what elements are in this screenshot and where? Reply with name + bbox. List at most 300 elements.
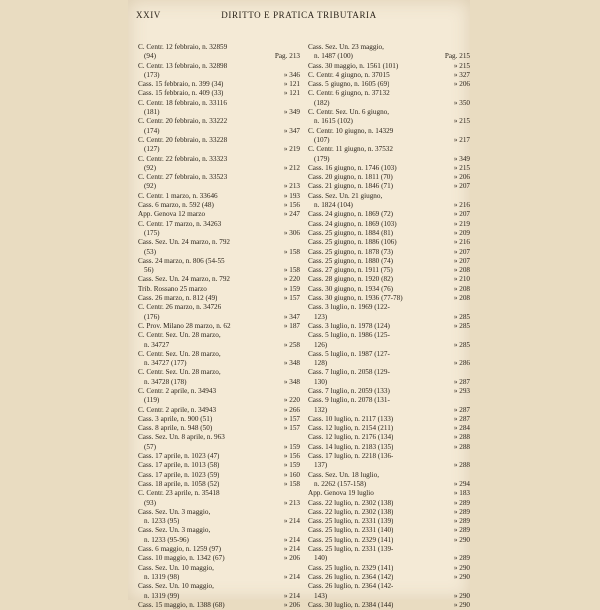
entry-page-ref: » 247	[283, 210, 300, 219]
entry-page-ref: » 266	[283, 405, 300, 414]
entry-citation: C. Centr. Sez. Un. 28 marzo,	[138, 349, 221, 358]
entry-page-ref: » 220	[283, 275, 300, 284]
entry-citation: (181)	[144, 108, 160, 117]
entry-citation: Trib. Rossano 25 marzo	[138, 284, 207, 293]
entry-page-ref: » 294	[453, 479, 470, 488]
index-entry	[138, 415, 300, 424]
index-entry	[308, 396, 470, 405]
entry-page-ref: » 212	[283, 163, 300, 172]
index-entry	[308, 173, 470, 182]
index-entry	[138, 238, 300, 247]
entry-citation: Cass. 5 giugno, n. 1605 (69)	[308, 80, 390, 89]
entry-page-ref: » 289	[453, 517, 470, 526]
index-entry	[308, 99, 470, 108]
entry-citation: C. Centr. 10 giugno, n. 14329	[308, 126, 394, 135]
index-entry	[138, 117, 300, 126]
entry-citation: Cass. 27 giugno, n. 1911 (75)	[308, 266, 393, 275]
entry-citation: (53)	[144, 247, 156, 256]
entry-page-ref: » 217	[453, 135, 470, 144]
entry-citation: App. Genova 12 marzo	[138, 210, 206, 219]
entry-citation: Cass. 22 luglio, n. 2302 (138)	[308, 507, 394, 516]
index-entry	[138, 248, 300, 257]
entry-page-ref: » 213	[283, 182, 300, 191]
entry-citation: 56)	[144, 266, 154, 275]
entry-page-ref: » 219	[283, 145, 300, 154]
entry-page-ref: » 348	[283, 377, 300, 386]
index-entry	[138, 564, 300, 573]
entry-page-ref: » 210	[453, 275, 470, 284]
entry-citation: (173)	[144, 70, 160, 79]
entry-citation: Cass. 5 luglio, n. 1986 (125-	[308, 331, 390, 340]
entry-citation: Cass. 7 luglio, n. 2058 (129-	[308, 368, 390, 377]
entry-citation: Cass. 7 luglio, n. 2059 (133)	[308, 386, 390, 395]
index-entry	[308, 136, 470, 145]
index-entry	[138, 331, 300, 340]
index-entry	[308, 210, 470, 219]
entry-citation: Cass. 28 giugno, n. 1920 (82)	[308, 275, 394, 284]
entry-citation: Cass. 15 febbraio, n. 399 (34)	[138, 80, 224, 89]
index-entry	[138, 62, 300, 71]
entry-citation: n. 1824 (104)	[314, 201, 353, 210]
entry-page-ref: » 350	[453, 98, 470, 107]
entry-citation: Cass. 3 luglio, n. 1969 (122-	[308, 303, 390, 312]
index-entry	[138, 182, 300, 191]
index-entry	[308, 564, 470, 573]
index-entry	[308, 341, 470, 350]
entry-page-ref: » 158	[283, 479, 300, 488]
entry-citation: Cass. 9 luglio, n. 2078 (131-	[308, 396, 390, 405]
entry-citation: Cass. 25 luglio, n. 2331 (140)	[308, 526, 394, 535]
entry-page-ref: » 157	[283, 414, 300, 423]
index-entry	[138, 229, 300, 238]
entry-citation: C. Centr. 23 aprile, n. 35418	[138, 489, 220, 498]
entry-page-ref: » 289	[453, 507, 470, 516]
entry-page-ref: » 215	[453, 117, 470, 126]
entry-page-ref: » 290	[453, 535, 470, 544]
entry-page-ref: » 288	[453, 442, 470, 451]
index-entry	[308, 526, 470, 535]
index-entry	[138, 359, 300, 368]
index-entry	[308, 368, 470, 377]
entry-page-ref: » 284	[453, 424, 470, 433]
entry-citation: Cass. 18 aprile, n. 1058 (52)	[138, 479, 220, 488]
entry-citation: Cass. 10 luglio, n. 2117 (133)	[308, 414, 394, 423]
index-entry	[138, 257, 300, 266]
entry-page-ref: » 349	[283, 108, 300, 117]
index-entry	[138, 80, 300, 89]
index-entry	[138, 173, 300, 182]
entry-page-ref: » 288	[453, 433, 470, 442]
index-entry	[308, 89, 470, 98]
entry-page-ref: » 206	[453, 80, 470, 89]
entry-citation: 128)	[314, 359, 328, 368]
index-entry	[308, 117, 470, 126]
index-entry	[138, 136, 300, 145]
entry-page-ref: » 207	[453, 182, 470, 191]
entry-page-ref: » 285	[453, 340, 470, 349]
entry-page-ref: » 208	[453, 294, 470, 303]
entry-page-ref: » 183	[453, 489, 470, 498]
index-entry	[138, 406, 300, 415]
index-entry	[308, 248, 470, 257]
index-entry	[308, 350, 470, 359]
entry-citation: C. Centr. 18 febbraio, n. 33116	[138, 98, 227, 107]
page-number: XXIV	[136, 10, 161, 20]
entry-page-ref: » 121	[283, 80, 300, 89]
entry-page-ref: » 214	[283, 535, 300, 544]
entry-citation: Cass. Sez. Un. 3 maggio,	[138, 526, 211, 535]
entry-citation: n. 1319 (99)	[144, 591, 180, 600]
index-entry	[308, 127, 470, 136]
index-entry	[138, 210, 300, 219]
index-entry	[138, 545, 300, 554]
entry-page-ref: » 347	[283, 312, 300, 321]
running-title: DIRITTO E PRATICA TRIBUTARIA	[221, 10, 377, 20]
entry-citation: C. Centr. 13 febbraio, n. 32898	[138, 61, 228, 70]
entry-page-ref: » 193	[283, 191, 300, 200]
entry-citation: C. Centr. 20 febbraio, n. 33222	[138, 117, 228, 126]
entry-citation: Cass. 3 luglio, n. 1978 (124)	[308, 321, 390, 330]
entry-citation: Cass. 12 luglio, n. 2176 (134)	[308, 433, 394, 442]
entry-citation: C. Centr. 22 febbraio, n. 33323	[138, 154, 228, 163]
index-entry	[138, 313, 300, 322]
index-entry	[308, 313, 470, 322]
entry-page-ref: » 347	[283, 126, 300, 135]
entry-citation: Cass. Sez. Un. 3 maggio,	[138, 507, 211, 516]
entry-citation: Cass. 20 giugno, n. 1811 (70)	[308, 173, 393, 182]
index-entry	[308, 229, 470, 238]
index-entry	[308, 489, 470, 498]
entry-citation: (119)	[144, 396, 160, 405]
entry-page-ref: » 327	[453, 70, 470, 79]
entry-page-ref: » 121	[283, 89, 300, 98]
index-entry	[308, 331, 470, 340]
entry-citation: Cass. 25 luglio, n. 2329 (141)	[308, 535, 394, 544]
index-entry	[138, 424, 300, 433]
entry-citation: Cass. Sez. Un. 24 marzo, n. 792	[138, 275, 231, 284]
index-entry	[138, 89, 300, 98]
index-entry	[308, 359, 470, 368]
index-entry	[308, 322, 470, 331]
entry-citation: n. 34727 (177)	[144, 359, 187, 368]
entry-citation: Cass. 6 maggio, n. 1259 (97)	[138, 545, 222, 554]
entry-citation: (57)	[144, 442, 156, 451]
index-entry	[138, 201, 300, 210]
entry-citation: (94)	[144, 52, 156, 61]
entry-citation: Cass. Sez. Un. 8 aprile, n. 963	[138, 433, 225, 442]
entry-citation: Cass. 10 maggio, n. 1342 (67)	[138, 554, 225, 563]
entry-citation: (93)	[144, 498, 156, 507]
entry-citation: Cass. 22 luglio, n. 2302 (138)	[308, 498, 394, 507]
entry-citation: (179)	[314, 154, 330, 163]
entry-citation: Cass. 25 luglio, n. 2331 (139)	[308, 517, 394, 526]
index-entry	[308, 582, 470, 591]
entry-page-ref: » 219	[453, 219, 470, 228]
index-entry	[308, 480, 470, 489]
index-entry	[308, 275, 470, 284]
entry-citation: Cass. 25 giugno, n. 1878 (73)	[308, 247, 394, 256]
index-entry	[138, 378, 300, 387]
entry-citation: 143)	[314, 591, 328, 600]
entry-page-ref: » 159	[283, 442, 300, 451]
index-entry	[138, 368, 300, 377]
index-entry	[138, 71, 300, 80]
entry-page-ref: Pag. 213	[274, 52, 300, 61]
index-entry	[138, 517, 300, 526]
entry-citation: Cass. 25 giugno, n. 1880 (74)	[308, 256, 394, 265]
entry-page-ref: » 349	[453, 154, 470, 163]
index-entry	[138, 192, 300, 201]
index-entry	[138, 471, 300, 480]
entry-citation: Cass. 24 marzo, n. 806 (54-55	[138, 256, 225, 265]
entry-page-ref: » 285	[453, 321, 470, 330]
index-entry	[308, 155, 470, 164]
entry-citation: Cass. 3 aprile, n. 900 (51)	[138, 414, 213, 423]
book-page	[128, 0, 470, 609]
entry-page-ref: » 213	[283, 498, 300, 507]
index-entry	[308, 52, 470, 61]
index-entry	[308, 192, 470, 201]
entry-page-ref: » 207	[453, 256, 470, 265]
entry-citation: Cass. 25 giugno, n. 1884 (81)	[308, 228, 394, 237]
index-entry	[308, 433, 470, 442]
index-entry	[138, 275, 300, 284]
index-entry	[138, 499, 300, 508]
entry-citation: Cass. Sez. Un. 10 maggio,	[138, 563, 214, 572]
entry-citation: C. Centr. 6 giugno, n. 37132	[308, 89, 390, 98]
entry-page-ref: » 289	[453, 526, 470, 535]
index-entry	[138, 99, 300, 108]
entry-citation: Cass. 25 giugno, n. 1886 (106)	[308, 238, 397, 247]
entry-citation: Cass. 17 aprile, n. 1023 (59)	[138, 470, 220, 479]
index-entry	[138, 582, 300, 591]
entry-page-ref: » 156	[283, 201, 300, 210]
entry-page-ref: » 206	[453, 173, 470, 182]
index-entry	[308, 517, 470, 526]
entry-page-ref: » 214	[283, 572, 300, 581]
entry-citation: Cass. Sez. Un. 24 marzo, n. 792	[138, 238, 231, 247]
entry-citation: 140)	[314, 554, 328, 563]
entry-citation: Cass. 30 maggio, n. 1561 (101)	[308, 61, 399, 70]
index-entry	[138, 294, 300, 303]
entry-citation: Cass. 15 maggio, n. 1388 (68)	[138, 600, 225, 609]
entry-citation: n. 1233 (95-96)	[144, 535, 189, 544]
entry-citation: Cass. 30 giugno, n. 1934 (76)	[308, 284, 394, 293]
entry-page-ref: » 348	[283, 359, 300, 368]
index-entry	[138, 433, 300, 442]
entry-citation: App. Genova 19 luglio	[308, 489, 374, 498]
entry-citation: C. Centr. 1 marzo, n. 33646	[138, 191, 218, 200]
index-entry	[138, 387, 300, 396]
index-entry	[308, 406, 470, 415]
index-entry	[138, 592, 300, 601]
index-entry	[138, 127, 300, 136]
entry-citation: 137)	[314, 461, 328, 470]
entry-page-ref: » 214	[283, 517, 300, 526]
index-entry	[138, 341, 300, 350]
index-entry	[138, 443, 300, 452]
entry-citation: Cass. 21 giugno, n. 1846 (71)	[308, 182, 394, 191]
entry-citation: Cass. Sez. Un. 10 maggio,	[138, 582, 214, 591]
page-header	[136, 10, 462, 24]
entry-citation: n. 34728 (178)	[144, 377, 187, 386]
entry-citation: n. 1319 (98)	[144, 572, 180, 581]
index-entry	[138, 43, 300, 52]
entry-citation: Cass. 25 luglio, n. 2329 (141)	[308, 563, 394, 572]
entry-page-ref: » 287	[453, 405, 470, 414]
entry-page-ref: » 346	[283, 70, 300, 79]
entry-citation: n. 34727	[144, 340, 170, 349]
index-entry	[308, 80, 470, 89]
entry-page-ref: » 206	[283, 600, 300, 609]
entry-citation: C. Prov. Milano 28 marzo, n. 62	[138, 321, 231, 330]
entry-page-ref: » 206	[283, 554, 300, 563]
entry-page-ref: » 207	[453, 247, 470, 256]
index-entry	[308, 508, 470, 517]
entry-page-ref: » 289	[453, 498, 470, 507]
index-entry	[138, 220, 300, 229]
index-entry	[308, 461, 470, 470]
index-entry	[308, 573, 470, 582]
entry-citation: (92)	[144, 182, 156, 191]
index-entry	[138, 350, 300, 359]
entry-page-ref: » 156	[283, 452, 300, 461]
entry-citation: Cass. Sez. Un. 21 giugno,	[308, 191, 383, 200]
entry-page-ref: » 214	[283, 545, 300, 554]
entry-citation: Cass. 25 luglio, n. 2331 (139-	[308, 545, 394, 554]
entry-citation: n. 1233 (95)	[144, 517, 180, 526]
entry-citation: Cass. 14 luglio, n. 2183 (135)	[308, 442, 394, 451]
entry-page-ref: » 158	[283, 247, 300, 256]
index-entry	[138, 145, 300, 154]
index-entry	[138, 396, 300, 405]
entry-citation: Cass. 30 giugno, n. 1936 (77-78)	[308, 294, 403, 303]
entry-citation: C. Centr. Sez. Un. 28 marzo,	[138, 368, 221, 377]
entry-citation: Cass. Sez. Un. 23 maggio,	[308, 43, 384, 51]
index-column-right	[308, 43, 470, 610]
entry-page-ref: » 159	[283, 284, 300, 293]
index-entry	[308, 266, 470, 275]
entry-page-ref: » 215	[453, 61, 470, 70]
index-entry	[308, 238, 470, 247]
index-entry	[138, 164, 300, 173]
index-entry	[308, 378, 470, 387]
index-entry	[138, 266, 300, 275]
entry-citation: n. 1615 (102)	[314, 117, 353, 126]
index-entry	[308, 424, 470, 433]
entry-citation: Cass. 17 aprile, n. 1023 (47)	[138, 452, 220, 461]
entry-page-ref: » 258	[283, 340, 300, 349]
entry-page-ref: » 220	[283, 396, 300, 405]
entry-citation: n. 1487 (100)	[314, 52, 353, 61]
index-entry	[138, 573, 300, 582]
entry-citation: (175)	[144, 228, 160, 237]
index-entry	[308, 62, 470, 71]
entry-page-ref: » 157	[283, 424, 300, 433]
entry-citation: (127)	[144, 145, 160, 154]
index-entry	[138, 461, 300, 470]
entry-citation: Cass. 30 luglio, n. 2384 (144)	[308, 600, 394, 609]
index-entry	[308, 499, 470, 508]
entry-page-ref: » 216	[453, 201, 470, 210]
entry-page-ref: » 160	[283, 470, 300, 479]
entry-citation: C. Centr. 4 giugno, n. 37015	[308, 70, 390, 79]
entry-citation: Cass. 8 aprile, n. 948 (50)	[138, 424, 213, 433]
entry-page-ref: » 216	[453, 238, 470, 247]
entry-page-ref: » 286	[453, 359, 470, 368]
entry-citation: C. Centr. 27 febbraio, n. 33523	[138, 173, 228, 182]
entry-citation: C. Centr. 12 febbraio, n. 32859	[138, 43, 228, 51]
index-entry	[308, 536, 470, 545]
entry-page-ref: » 287	[453, 414, 470, 423]
entry-citation: Cass. 26 luglio, n. 2364 (142-	[308, 582, 394, 591]
index-entry	[138, 536, 300, 545]
entry-citation: Cass. 24 giugno, n. 1869 (72)	[308, 210, 394, 219]
entry-citation: Cass. Sez. Un. 18 luglio,	[308, 470, 380, 479]
entry-citation: Cass. 12 luglio, n. 2154 (211)	[308, 424, 394, 433]
entry-citation: C. Centr. 2 aprile, n. 34943	[138, 386, 217, 395]
entry-citation: Cass. 24 giugno, n. 1869 (103)	[308, 219, 397, 228]
entry-page-ref: » 289	[453, 554, 470, 563]
index-entry	[138, 489, 300, 498]
entry-citation: Cass. 16 giugno, n. 1746 (103)	[308, 163, 397, 172]
index-entry	[308, 471, 470, 480]
index-entry	[308, 108, 470, 117]
index-entry	[138, 322, 300, 331]
entry-page-ref: » 158	[283, 266, 300, 275]
entry-page-ref: » 290	[453, 572, 470, 581]
index-entry	[138, 526, 300, 535]
index-entry	[138, 52, 300, 61]
entry-citation: (176)	[144, 312, 160, 321]
entry-page-ref: » 207	[453, 210, 470, 219]
index-entry	[308, 71, 470, 80]
entry-citation: Cass. 6 marzo, n. 592 (48)	[138, 201, 214, 210]
entry-page-ref: » 209	[453, 228, 470, 237]
entry-page-ref: » 287	[453, 377, 470, 386]
index-entry	[138, 508, 300, 517]
entry-citation: C. Centr. 2 aprile, n. 34943	[138, 405, 217, 414]
entry-page-ref: » 215	[453, 163, 470, 172]
entry-citation: (92)	[144, 163, 156, 172]
entry-citation: C. Centr. 17 marzo, n. 34263	[138, 219, 222, 228]
index-entry	[308, 592, 470, 601]
index-entry	[308, 182, 470, 191]
index-entry	[138, 155, 300, 164]
entry-page-ref: » 285	[453, 312, 470, 321]
entry-citation: C. Centr. 26 marzo, n. 34726	[138, 303, 222, 312]
index-entry	[138, 601, 300, 610]
entry-citation: Cass. 15 febbraio, n. 409 (33)	[138, 89, 224, 98]
index-entry	[138, 108, 300, 117]
entry-citation: Cass. 5 luglio, n. 1987 (127-	[308, 349, 390, 358]
index-entry	[138, 285, 300, 294]
index-entry	[308, 452, 470, 461]
entry-page-ref: » 187	[283, 321, 300, 330]
entry-citation: Cass. 17 luglio, n. 2218 (136-	[308, 452, 394, 461]
entry-citation: Cass. 26 marzo, n. 812 (49)	[138, 294, 218, 303]
index-entry	[308, 145, 470, 154]
entry-page-ref: » 290	[453, 600, 470, 609]
entry-citation: Cass. 26 luglio, n. 2364 (142)	[308, 572, 394, 581]
entry-citation: Cass. 17 aprile, n. 1013 (58)	[138, 461, 220, 470]
index-entry	[138, 452, 300, 461]
index-entry	[308, 387, 470, 396]
index-entry	[308, 257, 470, 266]
entry-page-ref: » 208	[453, 284, 470, 293]
entry-page-ref: » 290	[453, 563, 470, 572]
entry-citation: n. 2262 (157-158)	[314, 479, 367, 488]
